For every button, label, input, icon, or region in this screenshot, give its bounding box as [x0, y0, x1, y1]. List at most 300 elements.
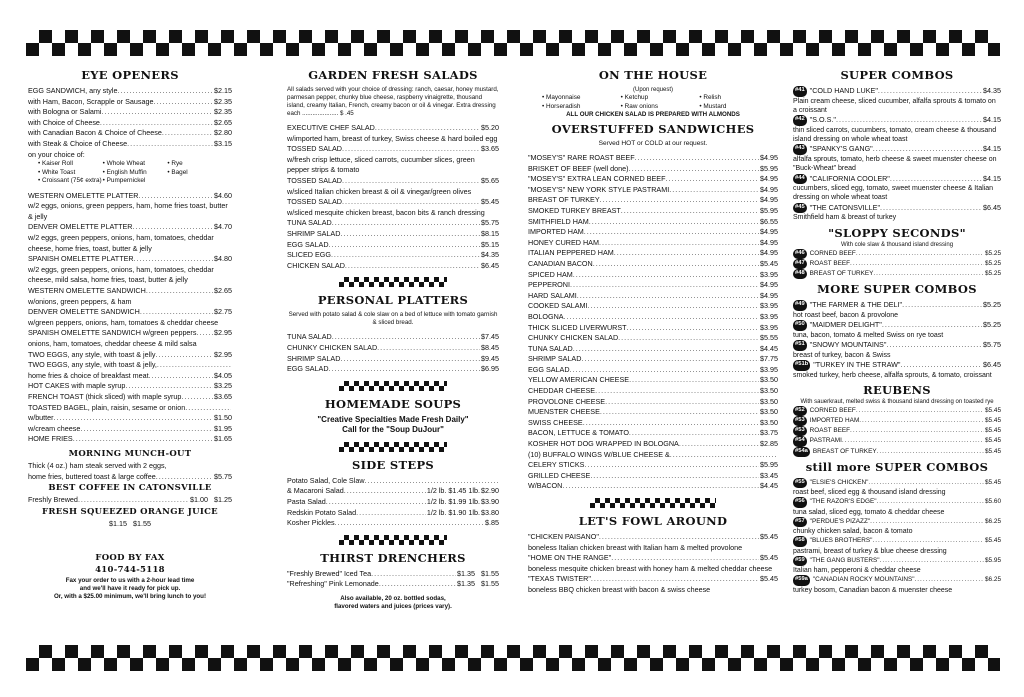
leader-dots — [375, 123, 480, 134]
sandwich-item-row — [528, 386, 778, 397]
platter-item-row — [287, 364, 499, 375]
item-price: $4.15 — [983, 144, 1001, 154]
breakfast-item — [28, 403, 232, 414]
leader-dots — [600, 407, 759, 418]
sandwich-item-row — [528, 312, 778, 323]
item-name: SPANISH OMELETTE SANDWICH w/green peppers — [28, 328, 197, 338]
checkered-border-top — [26, 30, 1000, 56]
breakfast-item-row — [28, 191, 232, 202]
item-name: EGG SANDWICH, any style — [28, 86, 118, 95]
item-price: $3.45 — [760, 470, 778, 480]
item-name: "SNOWY MOUNTAINS" — [809, 340, 887, 350]
item-price: $4.95 — [760, 280, 778, 290]
breakfast-item-row — [28, 371, 232, 382]
salad-item — [287, 218, 499, 229]
reuben-item-row — [793, 416, 1001, 426]
breakfast-item-row — [28, 403, 232, 414]
item-price: $5.45 — [760, 532, 778, 541]
condiment-list — [528, 94, 778, 111]
sandwich-item — [528, 291, 778, 302]
salad-item — [287, 197, 499, 218]
sandwich-item-row — [528, 248, 778, 259]
bread-choice: • White Toast — [38, 168, 76, 176]
sandwich-item — [528, 248, 778, 259]
leader-dots — [599, 238, 759, 249]
sandwich-item — [528, 428, 778, 439]
item-price: $3.15 — [214, 138, 232, 148]
item-name: BREAST OF TURKEY — [528, 195, 600, 205]
leader-dots — [73, 434, 213, 445]
item-name: PROVOLONE CHEESE — [528, 396, 606, 406]
leader-dots — [379, 579, 456, 590]
item-price: $3.95 — [760, 311, 778, 321]
item-description: w/2 eggs, green peppers, onions, ham, tomatoes, cheddar cheese, home fries, toast, butter & jelly — [28, 233, 214, 253]
leader-dots — [365, 476, 498, 487]
item-name: IMPORTED HAM — [809, 417, 860, 425]
item-number-badge: #58 — [793, 536, 807, 546]
item-number-badge: #59a — [793, 575, 810, 585]
item-name: (10) BUFFALO WINGS W/BLUE CHEESE & — [528, 449, 670, 459]
item-description: Plain cream cheese, sliced cucumber, alfalfa sprouts & tomato on a croissant — [793, 97, 996, 114]
egg-sandwich-item-row — [28, 128, 232, 139]
leader-dots — [562, 481, 759, 492]
leader-dots — [856, 249, 984, 259]
leader-dots — [850, 426, 984, 436]
sandwich-item — [528, 185, 778, 196]
item-description: Smithfield ham & breast of turkey — [793, 214, 897, 222]
combo-item-row — [793, 86, 1001, 97]
item-name: IMPORTED HAM — [528, 227, 584, 237]
combo-item — [793, 174, 1001, 203]
sandwich-item-row — [528, 428, 778, 439]
item-name: CHUNKY CHICKEN SALAD — [528, 333, 619, 343]
salad-item-row — [287, 176, 499, 187]
item-price: $3.50 — [760, 417, 778, 427]
egg-sandwich-item — [28, 118, 232, 129]
breakfast-item-row — [28, 307, 232, 318]
combo-item-row — [793, 575, 1001, 585]
leader-dots — [329, 240, 480, 251]
item-price: $5.95 — [985, 556, 1001, 564]
salad-item — [287, 144, 499, 176]
salad-item-row — [287, 144, 499, 155]
sloppy-item — [793, 249, 1001, 259]
column-breakfast — [28, 68, 232, 601]
leader-dots — [629, 428, 759, 439]
side-item — [287, 508, 499, 519]
combo-item — [793, 340, 1001, 360]
reuben-item-row — [793, 436, 1001, 446]
item-price: $1.50 — [214, 413, 232, 423]
item-description: breast of turkey, bacon & Swiss — [793, 351, 891, 359]
leader-dots — [665, 174, 759, 185]
leader-dots — [102, 107, 213, 118]
bread-choice: • Whole Wheat — [102, 160, 146, 168]
combo-item-row — [793, 517, 1001, 527]
combo-item — [793, 556, 1001, 576]
item-price: $4.15 — [983, 173, 1001, 183]
breakfast-item — [28, 254, 232, 286]
sandwich-item — [528, 238, 778, 249]
sandwich-item-row — [528, 195, 778, 206]
leader-dots — [329, 364, 480, 375]
sandwich-item-row — [528, 291, 778, 302]
item-name: TUNA SALAD — [287, 332, 332, 342]
leader-dots — [859, 416, 984, 426]
sandwich-item — [528, 471, 778, 482]
combo-item-row — [793, 340, 1001, 351]
leader-dots — [870, 517, 984, 527]
leader-dots — [878, 86, 982, 97]
item-name: SHRIMP SALAD — [287, 353, 341, 363]
sloppy-item — [793, 259, 1001, 269]
item-name: "PERDUE'S PIZAZZ" — [809, 517, 871, 525]
item-name: with Steak & Choice of Cheese — [28, 138, 128, 148]
item-price: $5.20 — [481, 123, 499, 132]
sandwich-item-row — [528, 439, 778, 450]
item-name: Potato Salad, Cole Slaw — [287, 475, 365, 485]
item-name: THICK SLICED LIVERWURST — [528, 322, 627, 332]
leader-dots — [842, 436, 984, 446]
fowl-item — [528, 553, 778, 574]
sandwich-item — [528, 174, 778, 185]
sandwich-item — [528, 280, 778, 291]
item-name: TOSSED SALAD — [287, 175, 342, 185]
item-number-badge: #53 — [793, 416, 807, 426]
sandwich-item-row — [528, 407, 778, 418]
item-name: SLICED EGG — [287, 250, 331, 260]
leader-dots — [134, 254, 213, 265]
leader-dots — [331, 250, 480, 261]
item-price: $5.75 — [983, 340, 1001, 350]
item-name: EGG SALAD — [528, 364, 570, 374]
combo-item — [793, 478, 1001, 498]
leader-dots — [583, 418, 759, 429]
sandwich-item — [528, 450, 778, 461]
item-price: $5.60 — [985, 498, 1001, 506]
item-number-badge: #54 — [793, 436, 807, 446]
item-price: $2.80 — [214, 128, 232, 138]
leader-dots — [880, 556, 984, 566]
item-name: YELLOW AMERICAN CHEESE — [528, 375, 630, 385]
breakfast-item — [28, 381, 232, 392]
item-name: SWISS CHEESE — [528, 417, 583, 427]
checkered-divider — [339, 442, 447, 452]
item-number-badge: #51 — [793, 340, 807, 351]
item-price: $4.05 — [214, 370, 232, 380]
combo-item — [793, 360, 1001, 380]
combo-item-row — [793, 300, 1001, 311]
leader-dots — [593, 259, 759, 270]
item-price: $3.50 — [760, 407, 778, 417]
salad-item — [287, 229, 499, 240]
sloppy-sub: With cole slaw & thousand island dressing — [840, 241, 954, 248]
item-name: "Refreshing" Pink Lemonade — [287, 579, 379, 589]
item-description: pastrami, breast of turkey & blue cheese dressing — [793, 547, 947, 555]
item-name: "MAIDMER DELIGHT" — [809, 320, 882, 330]
item-price: $8.15 — [481, 228, 499, 238]
soups-line-1: "Creative Specialties Made Fresh Daily" — [317, 414, 469, 424]
item-number-badge: #47 — [793, 259, 807, 269]
sandwich-item-row — [528, 450, 778, 461]
side-item — [287, 518, 499, 529]
sandwich-item-row — [528, 280, 778, 291]
item-price: $7.75 — [760, 354, 778, 364]
platters-intro: Served with potato salad & cole slaw on a bed of lettuce with tomato garnish & sliced bread. — [288, 311, 498, 327]
leader-dots — [880, 203, 982, 214]
item-price: $2.95 — [214, 328, 232, 338]
choice-label: on your choice of: — [28, 149, 85, 159]
side-item — [287, 476, 499, 487]
still-more-list — [793, 478, 1001, 595]
breakfast-item — [28, 360, 232, 371]
drink-item — [287, 569, 499, 580]
item-price: $3.80 — [481, 507, 499, 517]
bread-choice: • Rye — [167, 160, 183, 168]
item-name: HOT CAKES with maple syrup — [28, 381, 126, 391]
reuben-item — [793, 436, 1001, 446]
sandwich-item-row — [528, 206, 778, 217]
item-price: $2.65 — [214, 286, 232, 295]
sloppy-item — [793, 269, 1001, 279]
breakfast-item — [28, 307, 232, 328]
combo-item — [793, 86, 1001, 115]
leader-dots — [54, 413, 213, 424]
item-price: $5.45 — [760, 553, 778, 563]
item-description: w/2 eggs, onions, green peppers, ham, home fries toast, butter & jelly — [28, 201, 228, 221]
item-number-badge: #42 — [793, 115, 807, 126]
sandwiches-sub: Served HOT or COLD at our request. — [598, 140, 708, 147]
combo-item-row — [793, 320, 1001, 331]
sandwich-item — [528, 354, 778, 365]
combo-item — [793, 320, 1001, 340]
leader-dots — [335, 518, 484, 529]
item-name: "TEXAS TWISTER" — [528, 574, 591, 584]
fowl-item — [528, 532, 778, 553]
sandwich-item-row — [528, 174, 778, 185]
item-price: $4.95 — [760, 248, 778, 258]
fax-line-1: Fax your order to us with a 2-hour lead time — [65, 577, 195, 585]
leader-dots — [599, 532, 759, 543]
leader-dots — [570, 365, 759, 376]
leader-dots — [629, 164, 759, 175]
item-name: BREAST OF TURKEY — [812, 447, 877, 455]
item-name: "BLUES BROTHERS" — [809, 537, 873, 545]
leader-dots — [577, 291, 759, 302]
leader-dots — [590, 471, 759, 482]
item-price: $5.45 — [985, 478, 1001, 486]
breakfast-item — [28, 424, 232, 435]
checkered-divider — [339, 277, 447, 287]
breakfast-item-row — [28, 350, 232, 361]
item-number-badge: #51b — [793, 360, 810, 371]
leader-dots — [836, 115, 982, 126]
leader-dots — [588, 301, 759, 312]
leader-dots — [100, 118, 213, 129]
item-description: alfalfa sprouts, tomato, herb cheese & sweet muenster cheese on "Buck-Wheat" bread — [793, 155, 997, 173]
breakfast-item — [28, 371, 232, 382]
leader-dots — [868, 478, 984, 488]
leader-dots — [877, 497, 984, 507]
item-number-badge: #46 — [793, 249, 807, 259]
section-title-orange-juice: FRESH SQUEEZED ORANGE JUICE — [42, 506, 218, 517]
item-description: w/sliced Italian chicken breast & oil & vinegar/green olives — [287, 186, 472, 196]
item-description: w/2 eggs, green peppers, onions, ham, tomatoes, cheddar cheese, mild salsa, home fries, toast, butter & jelly — [28, 264, 214, 285]
item-name: & Macaroni Salad — [287, 486, 344, 496]
item-price: $5.55 — [760, 333, 778, 343]
combo-item-row — [793, 174, 1001, 185]
coffee-row: Freshly Brewed ..... $1.00 $1.25 — [28, 495, 232, 506]
leader-dots — [196, 328, 213, 339]
leader-dots — [162, 128, 213, 139]
sandwich-item-row — [528, 301, 778, 312]
sandwich-item-row — [528, 259, 778, 270]
leader-dots — [340, 354, 480, 365]
leader-dots — [332, 332, 480, 343]
item-sizes: 1/2 lb. $1.90 1lb. — [426, 507, 480, 517]
platter-item — [287, 364, 499, 375]
item-price: $4.35 — [983, 86, 1001, 95]
item-price: $3.95 — [760, 301, 778, 311]
item-number-badge: #49 — [793, 300, 807, 311]
item-price: $7.45 — [481, 332, 499, 342]
item-price: $5.95 — [760, 205, 778, 215]
item-price: $1.65 — [214, 434, 232, 444]
item-name: "HOME ON THE RANGE" — [528, 553, 612, 563]
leader-dots — [600, 195, 759, 206]
item-price: $2.65 — [214, 117, 232, 127]
sandwich-item-row — [528, 153, 778, 164]
item-name: ITALIAN PEPPERED HAM — [528, 248, 614, 258]
section-title-side-steps: SIDE STEPS — [351, 457, 434, 472]
sandwich-item — [528, 407, 778, 418]
item-number-badge: #44 — [793, 174, 807, 185]
item-name: EXECUTIVE CHEF SALAD — [287, 123, 375, 132]
salad-item — [287, 261, 499, 272]
section-title-eye-openers: EYE OPENERS — [81, 68, 179, 82]
platter-item — [287, 332, 499, 343]
leader-dots — [340, 229, 480, 240]
item-price: $5.95 — [760, 163, 778, 173]
fowl-list — [528, 532, 778, 596]
item-price: $3.25 — [214, 381, 232, 391]
oj-prices: $1.15 $1.55 — [109, 518, 151, 528]
drink-item — [287, 579, 499, 590]
item-name: home fries & choice of breakfast meat — [28, 370, 149, 380]
sandwich-list — [528, 153, 778, 492]
item-description: boneless mesquite chicken breast with honey ham & melted cheddar cheese — [528, 563, 773, 573]
leader-dots — [629, 375, 759, 386]
leader-dots — [149, 371, 213, 382]
item-description: smoked turkey, herb cheese, alfalfa sprouts, & tomato, croissant — [793, 371, 992, 379]
breakfast-item — [28, 350, 232, 361]
leader-dots — [573, 270, 759, 281]
leader-dots — [915, 575, 985, 585]
item-name: "Freshly Brewed" Iced Tea — [287, 568, 372, 578]
egg-sandwich-item-row — [28, 107, 232, 118]
breakfast-item — [28, 222, 232, 254]
item-name: WESTERN OMELETTE PLATTER — [28, 190, 139, 200]
combo-item-row — [793, 478, 1001, 488]
item-name: MUENSTER CHEESE — [528, 407, 600, 417]
sandwich-item — [528, 460, 778, 471]
leader-dots — [595, 386, 759, 397]
reuben-item-row — [793, 406, 1001, 416]
item-price: $5.45 — [985, 537, 1001, 545]
sandwich-item-row — [528, 418, 778, 429]
item-name: BREAST OF TURKEY — [809, 270, 874, 278]
item-price: $6.45 — [481, 260, 499, 270]
item-name: "THE GANG BUSTERS" — [809, 556, 880, 564]
sandwich-item-row — [528, 164, 778, 175]
item-price: $4.60 — [214, 190, 232, 200]
section-title-morning-munch: MORNING MUNCH-OUT — [68, 448, 192, 459]
section-title-fowl: LET'S FOWL AROUND — [578, 514, 728, 528]
item-name: SPICED HAM — [528, 269, 573, 279]
item-name: GRILLED CHEESE — [528, 470, 591, 480]
personal-platter-list — [287, 332, 499, 374]
section-title-best-coffee: BEST COFFEE IN CATONSVILLE — [48, 483, 212, 494]
sandwich-item-row — [528, 217, 778, 228]
leader-dots — [856, 406, 984, 416]
item-name: "MOSEY'S" NEW YORK STYLE PASTRAMI — [528, 184, 670, 194]
sandwich-item-row — [528, 227, 778, 238]
item-name: ROAST BEEF — [809, 259, 851, 267]
fowl-item — [528, 574, 778, 595]
item-number-badge: #56 — [793, 497, 807, 507]
leader-dots — [570, 280, 759, 291]
combo-item — [793, 575, 1001, 595]
sandwich-item — [528, 164, 778, 175]
platter-item — [287, 343, 499, 354]
section-title-reubens: REUBENS — [863, 382, 931, 397]
condiment-item: • Ketchup — [620, 94, 649, 101]
drinks-note-2: flavored waters and juices (prices vary). — [334, 603, 452, 611]
item-price: $3.65 — [481, 144, 499, 154]
item-name: "COLD HAND LUKE" — [809, 86, 878, 95]
item-name: CHUNKY CHICKEN SALAD — [287, 342, 378, 352]
leader-dots — [589, 217, 759, 228]
item-price: $.85 — [485, 518, 499, 528]
leader-dots — [80, 424, 213, 435]
breakfast-item — [28, 328, 232, 349]
egg-sandwich-item — [28, 128, 232, 139]
reuben-item-row — [793, 447, 1001, 457]
leader-dots — [627, 323, 759, 334]
munch-line-2: home fries, buttered toast & large coffee ..... $5.75 — [28, 472, 232, 483]
item-name: CELERY STICKS — [528, 460, 585, 470]
item-price: $1.35 — [457, 579, 475, 589]
leader-dots — [344, 486, 426, 497]
salad-item — [287, 123, 499, 144]
item-name: w/butter — [28, 413, 54, 423]
sandwich-item — [528, 418, 778, 429]
bread-choice — [167, 177, 232, 186]
item-description: w/onions, green peppers, & ham — [28, 296, 132, 306]
sloppy-list — [793, 249, 1001, 280]
item-name: FRENCH TOAST (thick sliced) with maple syrup — [28, 391, 182, 401]
breakfast-item-row — [28, 392, 232, 403]
salad-item-row — [287, 240, 499, 251]
leader-dots — [850, 259, 984, 269]
leader-dots — [564, 312, 759, 323]
item-name: "THE CATONSVILLE" — [809, 202, 881, 212]
item-name: SPANISH OMELETTE PLATTER — [28, 254, 134, 264]
item-name: COOKED SALAMI — [528, 301, 588, 311]
breakfast-item-row — [28, 413, 232, 424]
item-price: $5.45 — [985, 437, 1001, 445]
item-price: $3.65 — [214, 391, 232, 401]
